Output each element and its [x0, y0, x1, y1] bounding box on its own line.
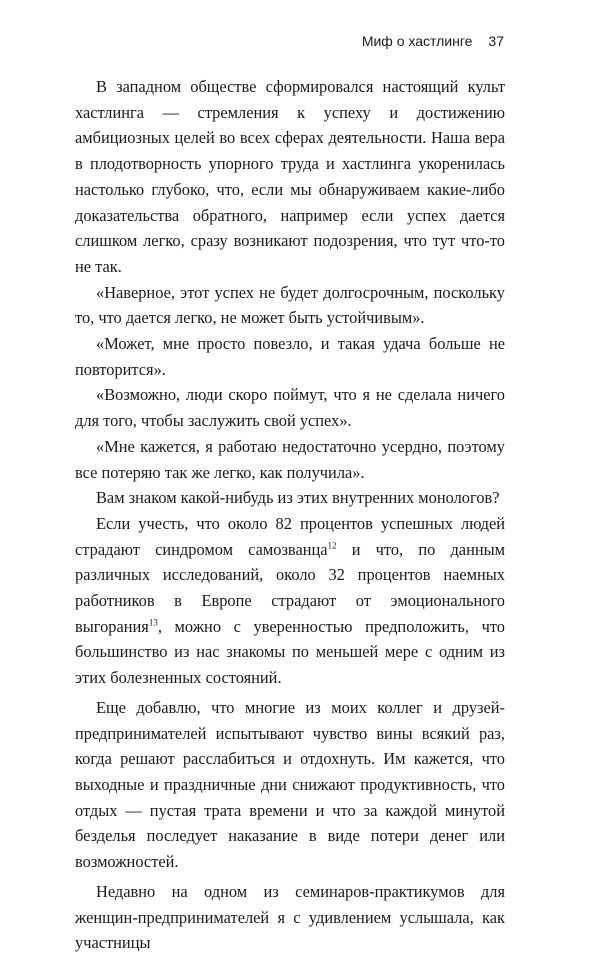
paragraph-with-footnotes [75, 511, 505, 691]
chapter-title: Миф о хастлинге [361, 33, 473, 49]
paragraph: В западном обществе сформировался настоящий культ хастлинга — стремления к успеху и достижению амбициозных целей во всех сферах деятельности. Наша вера в плодотворность упорного труда и хастлинга укоренилась настолько глубоко, что, если мы обнаруживаем какие-либо доказательства обратного, например если успех дается слишком легко, сразу возникают подозрения, что тут что-то не так. [75, 77, 505, 276]
paragraph: Недавно на одном из семинаров-практикумов для женщин-предпринимателей я с удивлением услышала, как участницы [75, 881, 505, 953]
paragraph-part: , можно с уверенностью предположить, что большинство из нас знакомы по меньшей мере с одним из этих болезненных состояний. [75, 616, 505, 688]
quote-paragraph: «Мне кажется, я работаю недостаточно усердно, поэтому все потеряю так же легко, как получила». [75, 436, 505, 482]
quote-paragraph: «Возможно, люди скоро поймут, что я не сделала ничего для того, чтобы заслужить свой успех». [75, 385, 505, 431]
paragraph-part: и что, по данным различных исследований, около 32 процентов наемных работников в Европе страдают от эмоционального выгорания [75, 539, 506, 636]
footnote-marker: 13 [148, 617, 158, 628]
question-paragraph: Вам знаком какой-нибудь из этих внутренних монологов? [96, 488, 500, 508]
paragraph: Еще добавлю, что многие из моих коллег и друзей-предпринимателей испытывают чувство вины всякий раз, когда решают расслабиться и отдохнуть. Им кажется, что выходные и праздничные дни снижают продуктивность, что отдых — пустая трата времени и что за каждой минутой безделья последует наказание в виде потери денег или возможностей. [75, 697, 505, 872]
quote-paragraph: «Наверное, этот успех не будет долгосрочным, поскольку то, что дается легко, не может быть устойчивым». [75, 282, 505, 328]
page-number: 37 [488, 33, 504, 49]
paragraph-part: Если учесть, что около 82 процентов успешных людей страдают синдромом самозванца [75, 513, 505, 559]
running-head [362, 33, 504, 49]
body-text [75, 74, 505, 956]
quote-paragraph: «Может, мне просто повезло, и такая удача больше не повторится». [75, 334, 505, 379]
footnote-marker: 12 [327, 540, 337, 551]
